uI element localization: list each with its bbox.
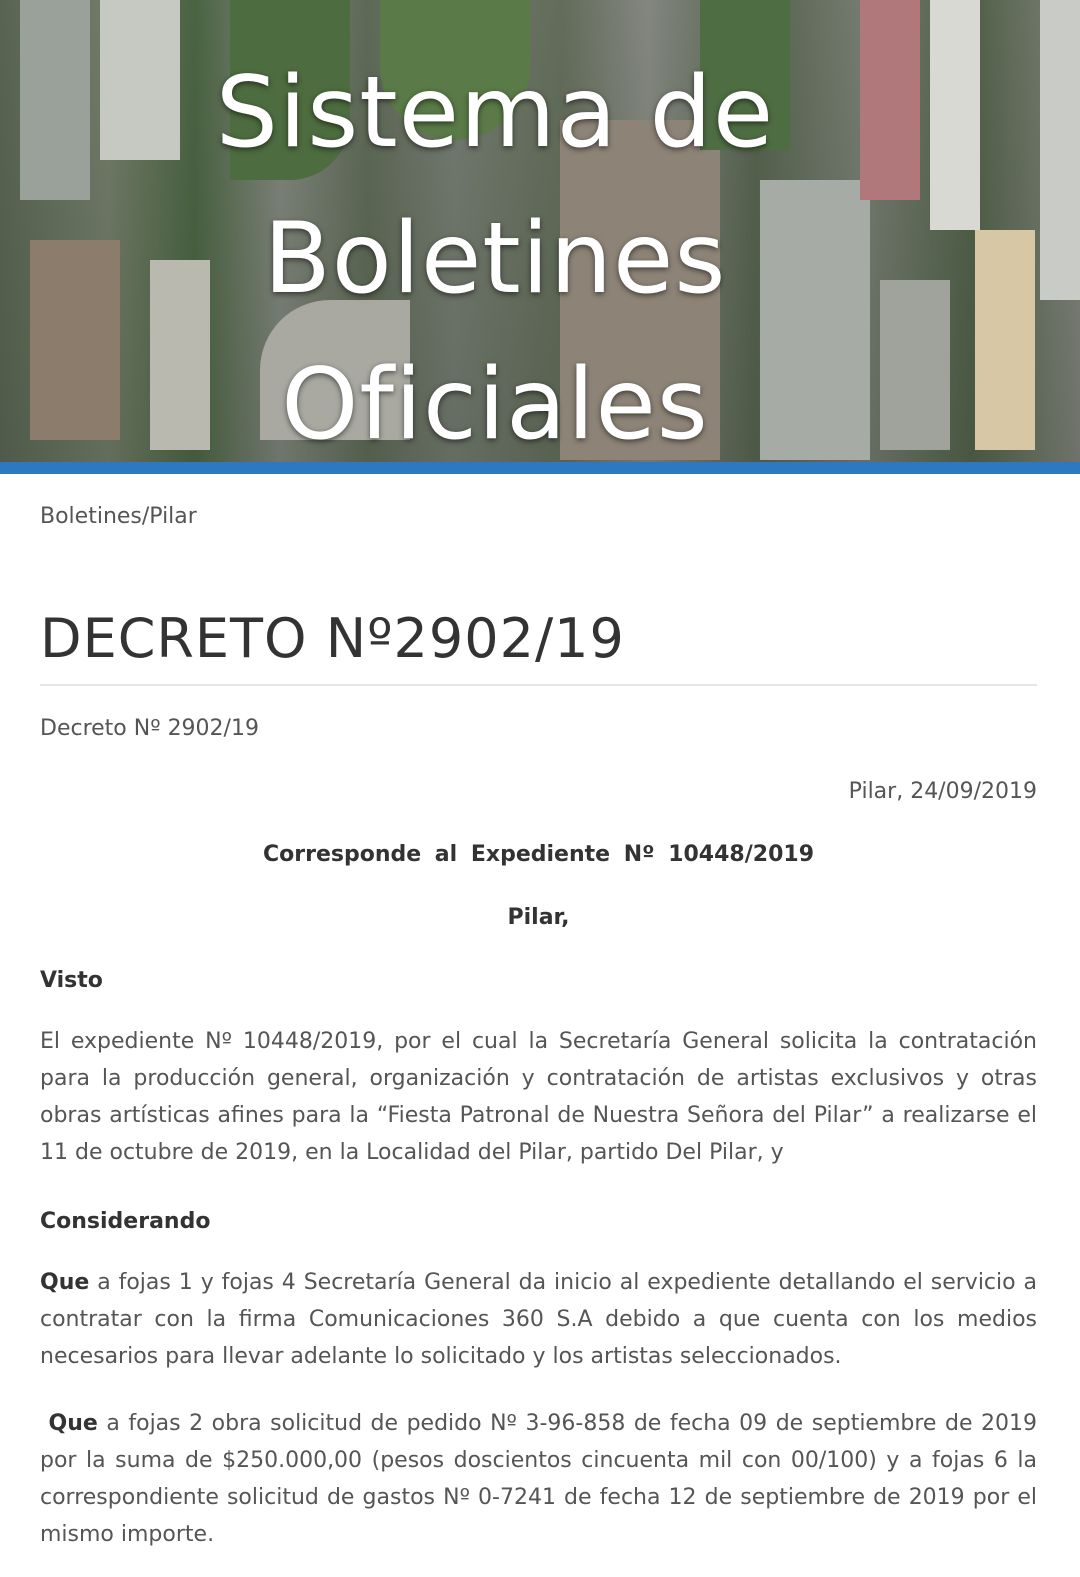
- paragraph-lead: Que: [48, 1411, 98, 1436]
- considerando-paragraph: [40, 1264, 1037, 1375]
- main-content: [0, 504, 1080, 1553]
- place-line: Pilar,: [507, 905, 570, 930]
- document-subtitle: Decreto Nº 2902/19: [40, 716, 259, 741]
- page-title: DECRETO Nº2902/19: [40, 607, 1037, 686]
- paragraph-text: a fojas 1 y fojas 4 Secretaría General da inicio al expediente detallando el servicio a contratar con la firma Comunicaciones 360 S.A debido a que cuenta con los medios necesarios para llevar adelante lo solicitado y los artistas seleccionados.: [40, 1270, 1037, 1369]
- site-title-line-1: Sistema de: [215, 56, 775, 170]
- considerando-heading: Considerando: [40, 1209, 211, 1234]
- visto-paragraph: El expediente Nº 10448/2019, por el cual la Secretaría General solicita la contratación para la producción general, organización y contratación de artistas exclusivos y otras obras artísticas afines para la “Fiesta Patronal de Nuestra Señora del Pilar” a realizarse el 11 de octubre de 2019, en la Localidad del Pilar, partido Del Pilar, y: [40, 1029, 1037, 1165]
- site-title-line-2: Boletines: [263, 202, 727, 316]
- expediente-line: Corresponde al Expediente Nº 10448/2019: [262, 842, 814, 867]
- visto-heading: Visto: [40, 968, 103, 993]
- aerial-building: [1040, 0, 1080, 300]
- breadcrumb[interactable]: Boletines/Pilar: [40, 504, 197, 529]
- document-date: Pilar, 24/09/2019: [848, 779, 1037, 804]
- header-banner: [0, 0, 1080, 462]
- site-title-line-3: Oficiales: [281, 348, 709, 462]
- considerando-paragraph: [40, 1405, 1037, 1553]
- paragraph-lead: Que: [40, 1270, 90, 1295]
- paragraph-text: a fojas 2 obra solicitud de pedido Nº 3-96-858 de fecha 09 de septiembre de 2019 por la suma de $250.000,00 (pesos doscientos cincuenta mil con 00/100) y a fojas 6 la correspondiente solicitud de gastos Nº 0-7241 de fecha 12 de septiembre de 2019 por el mismo importe.: [40, 1411, 1037, 1547]
- site-title: [0, 40, 990, 462]
- header-accent-bar: [0, 462, 1080, 474]
